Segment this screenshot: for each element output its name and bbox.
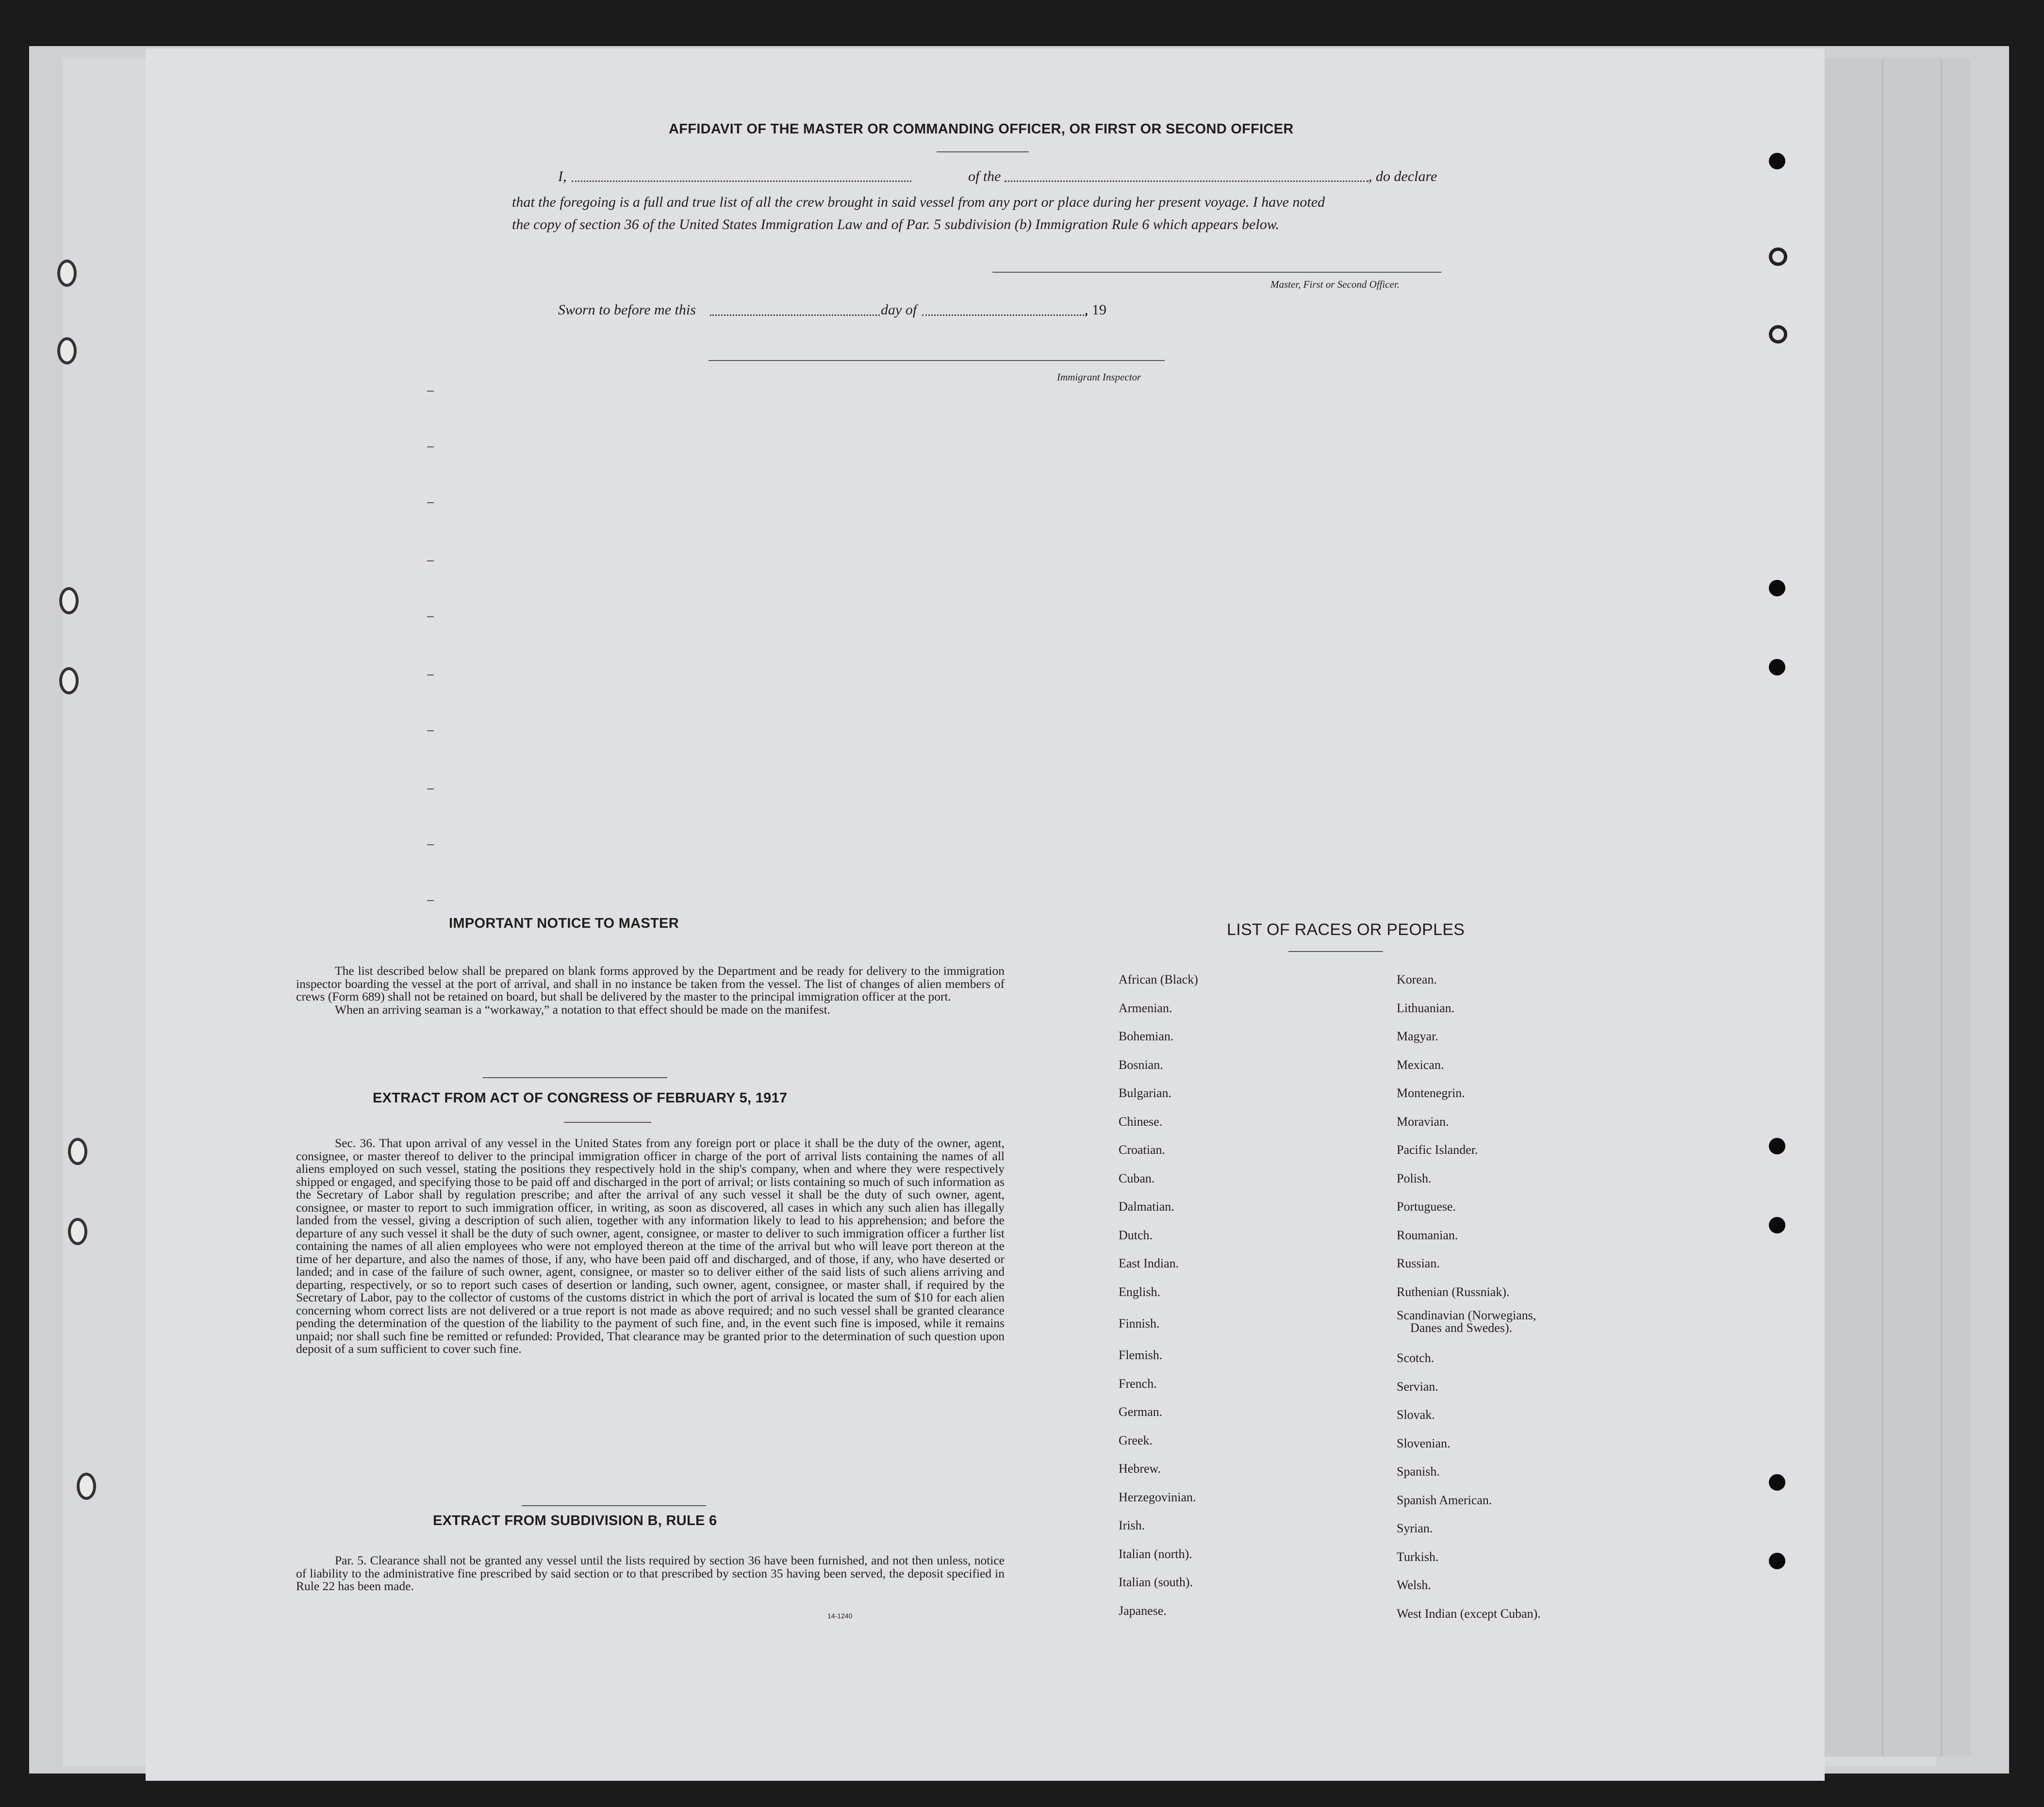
race-item: Italian (south). bbox=[1119, 1575, 1193, 1589]
binding-hole bbox=[57, 260, 77, 287]
section-rule bbox=[564, 1122, 651, 1123]
race-item: Dalmatian. bbox=[1119, 1199, 1174, 1214]
punch-hole bbox=[1769, 1553, 1785, 1569]
race-item: Scandinavian (Norwegians, bbox=[1397, 1308, 1536, 1322]
form-number: 14-1240 bbox=[827, 1612, 853, 1620]
inspector-signature-line[interactable] bbox=[709, 360, 1165, 361]
punch-hole bbox=[1769, 325, 1787, 344]
punch-hole bbox=[1769, 1138, 1785, 1154]
race-item: Cuban. bbox=[1119, 1171, 1155, 1185]
title-rule bbox=[937, 151, 1029, 152]
binding-hole bbox=[68, 1138, 87, 1165]
binding-hole bbox=[59, 587, 79, 614]
race-item: Servian. bbox=[1397, 1379, 1438, 1394]
binding-hole bbox=[59, 667, 79, 694]
race-item: Herzegovinian. bbox=[1119, 1490, 1196, 1504]
race-item: Spanish American. bbox=[1397, 1493, 1492, 1507]
binding-hole bbox=[68, 1218, 87, 1245]
races-left-column bbox=[1119, 966, 1198, 1625]
race-item: Pacific Islander. bbox=[1397, 1143, 1478, 1157]
sworn-month-field[interactable] bbox=[922, 314, 1087, 316]
race-item: Hebrew. bbox=[1119, 1462, 1161, 1476]
margin-tick bbox=[427, 560, 434, 561]
extract-rule-paragraph: Par. 5. Clearance shall not be granted any vessel until the lists required by section 36 have been furnished, and not then unless, notice of liability to the administrative fine prescribed by said section or to that prescribed by section 35 having been served, the deposit specified in Rule 22 has been made. bbox=[296, 1553, 1005, 1593]
punch-hole bbox=[1769, 1217, 1785, 1233]
race-item: Russian. bbox=[1397, 1256, 1440, 1270]
race-item: Finnish. bbox=[1119, 1316, 1160, 1331]
inspector-caption: Immigrant Inspector bbox=[1057, 371, 1141, 383]
race-item: Roumanian. bbox=[1397, 1228, 1458, 1242]
section-rule bbox=[522, 1505, 706, 1506]
affidavit-line-3: the copy of section 36 of the United States Immigration Law and of Par. 5 subdivision (b) Immigration Rule 6 which appears below. bbox=[512, 216, 1279, 232]
race-item: Bosnian. bbox=[1119, 1057, 1163, 1072]
race-item: Scotch. bbox=[1397, 1351, 1434, 1365]
margin-tick bbox=[427, 616, 434, 617]
extract-rule-text bbox=[296, 1554, 1005, 1593]
binding-hole bbox=[57, 337, 77, 364]
ruled-back-sheet bbox=[1825, 58, 1970, 1757]
race-item: Turkish. bbox=[1397, 1549, 1439, 1564]
notice-title: IMPORTANT NOTICE TO MASTER bbox=[449, 916, 679, 931]
race-item: Moravian. bbox=[1397, 1114, 1449, 1129]
do-declare-label: , do declare bbox=[1368, 168, 1437, 184]
margin-tick bbox=[427, 446, 434, 447]
race-item: Slovenian. bbox=[1397, 1436, 1451, 1450]
punch-hole bbox=[1769, 1474, 1785, 1491]
race-item: Armenian. bbox=[1119, 1001, 1172, 1015]
i-label: I, bbox=[558, 168, 567, 184]
margin-tick bbox=[427, 674, 434, 675]
notice-paragraph: When an arriving seaman is a “workaway,” a notation to that effect should be made on the manifest. bbox=[335, 1002, 831, 1017]
race-item: Bohemian. bbox=[1119, 1029, 1174, 1043]
race-item: Welsh. bbox=[1397, 1578, 1431, 1592]
extract-act-text bbox=[296, 1137, 1005, 1356]
race-item: Japanese. bbox=[1119, 1603, 1167, 1618]
race-item: Polish. bbox=[1397, 1171, 1432, 1185]
officer-caption: Master, First or Second Officer. bbox=[1270, 279, 1400, 290]
race-item: Greek. bbox=[1119, 1433, 1153, 1447]
year-label: , 19 bbox=[1085, 302, 1106, 318]
section-rule bbox=[483, 1077, 667, 1078]
of-the-label: of the bbox=[968, 168, 1001, 184]
races-title-rule bbox=[1288, 951, 1383, 952]
punch-hole bbox=[1769, 153, 1785, 169]
race-item: Spanish. bbox=[1397, 1464, 1440, 1478]
sworn-label: Sworn to before me this bbox=[558, 302, 696, 318]
punch-hole bbox=[1769, 247, 1787, 266]
margin-tick bbox=[427, 502, 434, 503]
race-item: Slovak. bbox=[1397, 1408, 1435, 1422]
punch-hole bbox=[1769, 659, 1785, 675]
race-item: West Indian (except Cuban). bbox=[1397, 1606, 1541, 1621]
race-item: Lithuanian. bbox=[1397, 1001, 1455, 1015]
notice-paragraph: The list described below shall be prepared on blank forms approved by the Department and be ready for delivery to the immigration inspector boarding the vessel at the port of arrival, and shall in no instance be taken from the vessel. The list of changes of alien members of crews (Form 689) shall not be retained on board, but shall be delivered by the master to the principal immigration officer at the port. bbox=[296, 964, 1005, 1003]
race-item: Dutch. bbox=[1119, 1228, 1153, 1242]
race-item: English. bbox=[1119, 1284, 1160, 1299]
extract-act-title: EXTRACT FROM ACT OF CONGRESS OF FEBRUARY 5, 1917 bbox=[373, 1090, 788, 1106]
vessel-field[interactable] bbox=[1005, 181, 1368, 182]
race-item: Ruthenian (Russniak). bbox=[1397, 1284, 1510, 1299]
race-item: Montenegrin. bbox=[1397, 1086, 1465, 1100]
race-item: Bulgarian. bbox=[1119, 1086, 1172, 1100]
name-field[interactable] bbox=[572, 181, 911, 182]
race-item: Croatian. bbox=[1119, 1143, 1166, 1157]
race-item: Magyar. bbox=[1397, 1029, 1438, 1043]
notice-text bbox=[296, 965, 1005, 1016]
margin-tick bbox=[427, 391, 434, 392]
race-item: Danes and Swedes). bbox=[1410, 1321, 1513, 1335]
extract-rule-title: EXTRACT FROM SUBDIVISION B, RULE 6 bbox=[433, 1513, 717, 1528]
race-item: African (Black) bbox=[1119, 972, 1198, 986]
race-item: Portuguese. bbox=[1397, 1199, 1456, 1214]
races-right-column bbox=[1397, 966, 1541, 1628]
race-item: Mexican. bbox=[1397, 1057, 1444, 1072]
manifest-page bbox=[146, 49, 1825, 1781]
race-item: Chinese. bbox=[1119, 1114, 1163, 1129]
margin-tick bbox=[427, 730, 434, 731]
margin-tick bbox=[427, 844, 434, 845]
sworn-day-field[interactable] bbox=[710, 314, 880, 316]
binding-hole bbox=[77, 1473, 96, 1500]
affidavit-title: AFFIDAVIT OF THE MASTER OR COMMANDING OFFICER, OR FIRST OR SECOND OFFICER bbox=[669, 121, 1294, 137]
race-item: East Indian. bbox=[1119, 1256, 1179, 1270]
race-item: Irish. bbox=[1119, 1518, 1145, 1532]
race-item-multiline bbox=[1397, 1306, 1541, 1344]
affidavit-line-2: that the foregoing is a full and true list of all the crew brought in said vessel from any port or place during her present voyage. I have noted bbox=[512, 194, 1325, 210]
punch-hole bbox=[1769, 580, 1785, 596]
races-title: LIST OF RACES OR PEOPLES bbox=[1227, 920, 1465, 939]
race-item: French. bbox=[1119, 1376, 1157, 1391]
extract-act-paragraph: Sec. 36. That upon arrival of any vessel in the United States from any foreign port or place it shall be the duty of the owner, agent, consignee, or master thereof to deliver to the principal immigration officer in charge of the port of arrival lists containing the names of all aliens employed on such vessel, stating the positions they respectively hold in the ship's company, when and where they were respectively shipped or engaged, and specifying those to be paid off and discharged in the port of arrival; or lists containing so much of such information as the Secretary of Labor shall by regulation prescribe; and after the arrival of any such vessel it shall be the duty of such owner, agent, consignee, or master to report to such immigration officer, in writing, as soon as discovered, all cases in which any such alien has illegally landed from the vessel, giving a description of such alien, together with any information likely to lead to his apprehension; and before the departure of any such vessel it shall be the duty of such owner, agent, consignee, or master to deliver to such immigration officer a further list containing the names of all alien employees who were not employed thereon at the time of the arrival but who will leave port thereon at the time of her departure, and also the names of those, if any, who have been paid off and discharged, and of those, if any, who have deserted or landed; and in case of the failure of such owner, agent, consignee, or master so to deliver either of the said lists of such aliens arriving and departing, respectively, or so to report such cases of desertion or landing, such owner, agent, consignee, or master shall, if required by the Secretary of Labor, pay to the collector of customs of the customs district in which the port of arrival is located the sum of $10 for each alien concerning whom correct lists are not delivered or a true report is not made as above required; and no such vessel shall be granted clearance pending the determination of the question of the liability to the payment of such fine, and, in the event such fine is imposed, while it remains unpaid; nor shall such fine be remitted or refunded: Provided, That clearance may be granted prior to the determination of such question upon deposit of a sum sufficient to cover such fine. bbox=[296, 1136, 1005, 1356]
race-item: Italian (north). bbox=[1119, 1546, 1192, 1561]
day-of-label: day of bbox=[881, 302, 917, 318]
margin-tick bbox=[427, 900, 434, 901]
race-item: Korean. bbox=[1397, 972, 1437, 986]
race-item: Flemish. bbox=[1119, 1348, 1163, 1362]
officer-signature-line[interactable] bbox=[992, 272, 1441, 273]
race-item: German. bbox=[1119, 1405, 1163, 1419]
race-item: Syrian. bbox=[1397, 1521, 1433, 1535]
